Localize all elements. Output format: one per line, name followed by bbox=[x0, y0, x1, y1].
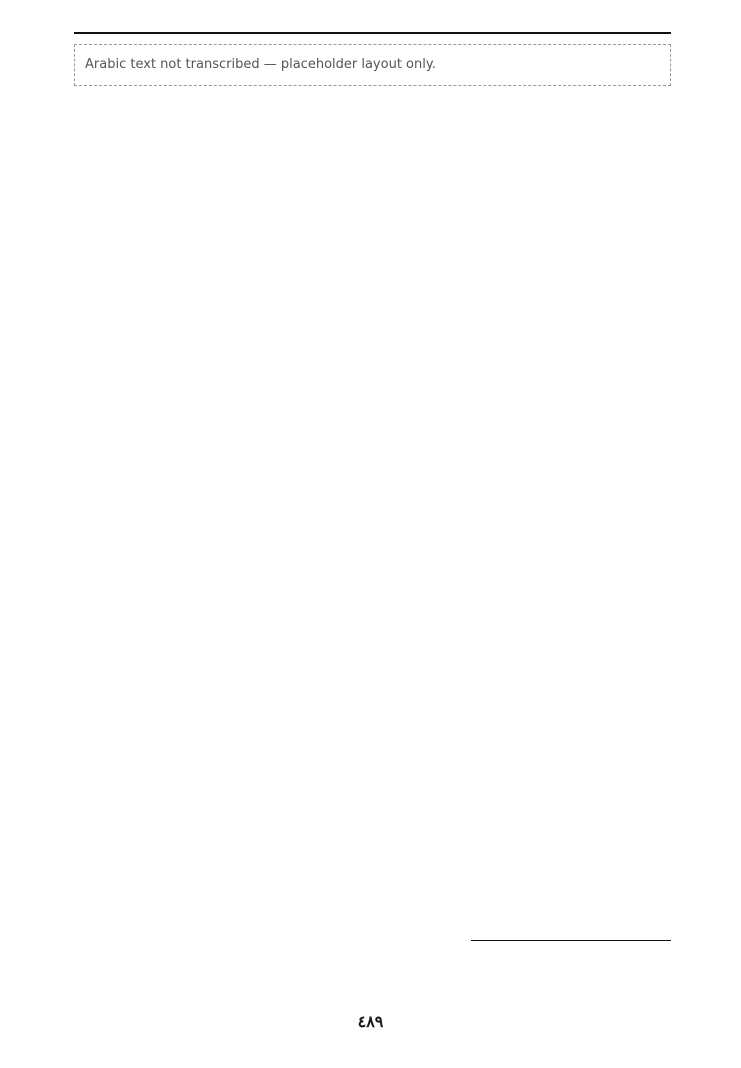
transcription-notice: Arabic text not transcribed — placeholder layout only. bbox=[74, 44, 671, 86]
main-text bbox=[74, 44, 671, 86]
footnote-divider bbox=[471, 940, 671, 941]
page-number: ٤٨٩ bbox=[357, 1012, 384, 1031]
running-header bbox=[74, 26, 671, 34]
